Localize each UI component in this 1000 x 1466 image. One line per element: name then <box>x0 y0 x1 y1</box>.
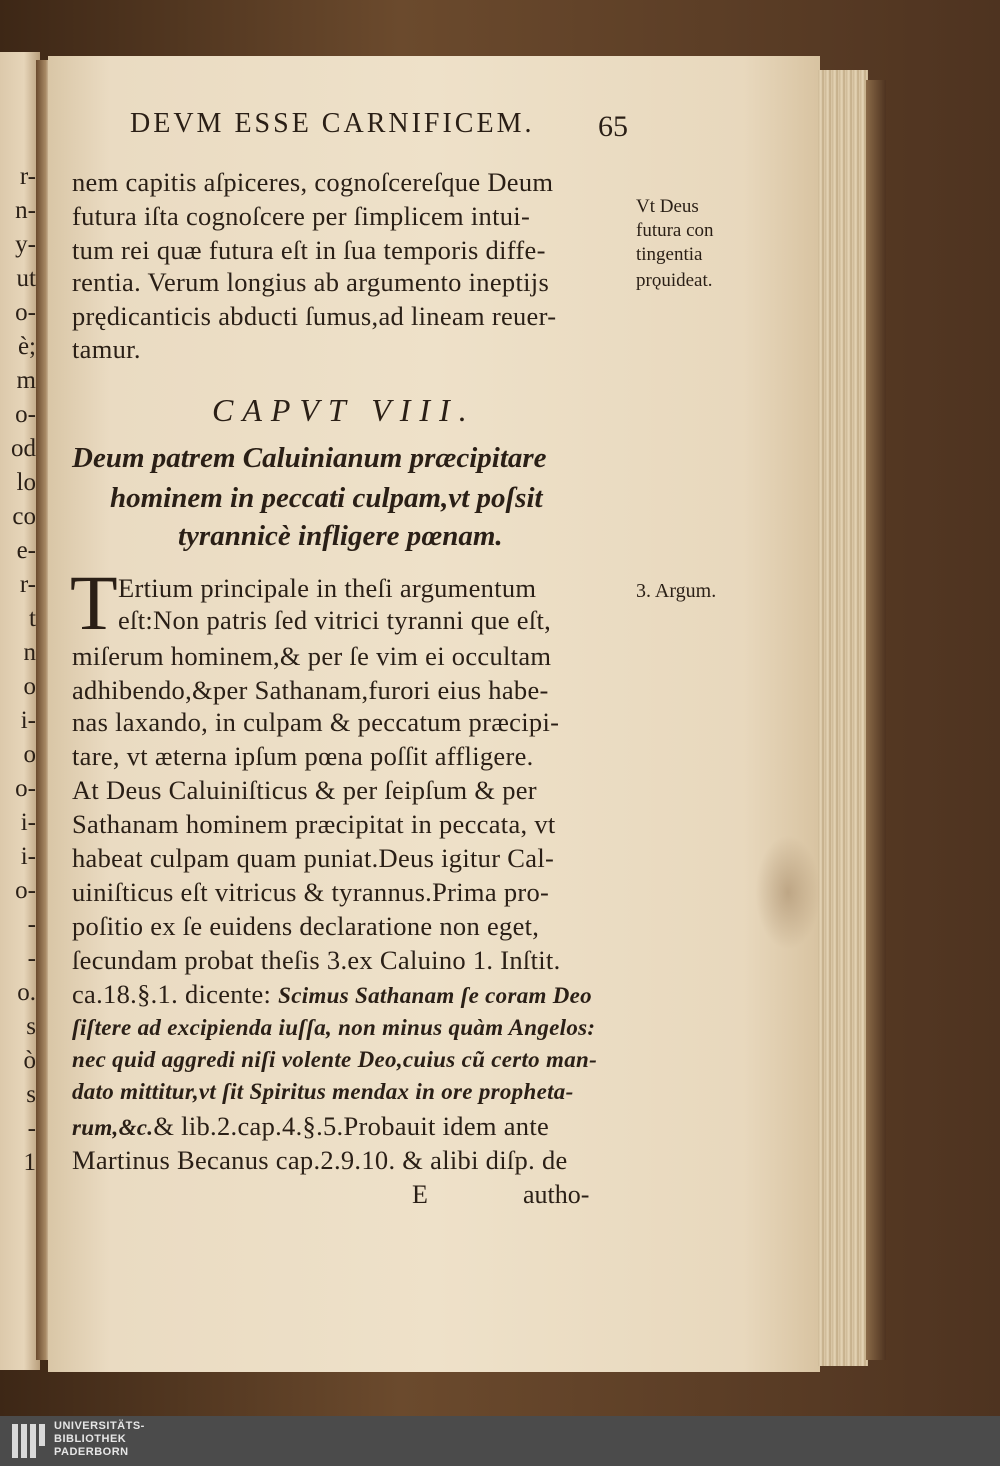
paper-stain <box>755 835 821 950</box>
quotation-line: ſiſtere ad excipienda iuſſa, non minus quàm Angelos: <box>72 1015 596 1040</box>
previous-page-fragment: t <box>29 605 36 632</box>
library-name-line: BIBLIOTHEK <box>54 1433 127 1445</box>
previous-page-fragment: o <box>23 741 36 768</box>
text-line: futura iſta cognoſcere per ſimplicem intui- <box>72 201 531 231</box>
text-line <box>72 1110 549 1144</box>
previous-page-fragment: m <box>16 367 36 394</box>
citation-text: & lib.2.cap.4.§.5.Probauit idem ante <box>153 1111 550 1141</box>
text-line: miſerum hominem,& per ſe vim ei occultam <box>72 641 552 671</box>
previous-page-fragment: y- <box>15 231 36 258</box>
library-footer <box>0 1416 1000 1466</box>
chapter-subtitle: Deum patrem Caluinianum præcipitare <box>72 442 547 474</box>
text-line: tamur. <box>72 334 141 364</box>
text-line: nem capitis aſpiceres, cognoſcereſque Deum <box>72 167 554 197</box>
previous-page-edge <box>0 52 40 1370</box>
text-line <box>72 978 592 1012</box>
text-line: tum rei quæ futura eſt in ſua temporis diffe- <box>72 235 546 265</box>
chapter-subtitle: tyrannicè infligere pœnam. <box>178 520 503 552</box>
previous-page-fragment: ut <box>16 265 36 292</box>
text-line: ſecundam probat theſis 3.ex Caluino 1. Inſtit. <box>72 945 561 975</box>
text-line: Sathanam hominem præcipitat in peccata, vt <box>72 809 556 839</box>
running-head: DEVM ESSE CARNIFICEM. <box>130 108 535 139</box>
previous-page-fragment: i- <box>20 843 36 870</box>
margin-note: futura con <box>636 220 714 241</box>
previous-page-fragment: è; <box>17 333 36 360</box>
previous-page-fragment: ò <box>23 1047 36 1074</box>
library-name <box>54 1420 145 1459</box>
chapter-heading: CAPVT VIII. <box>212 392 476 428</box>
previous-page-fragment: o- <box>15 877 36 904</box>
previous-page-fragment: o- <box>15 401 36 428</box>
text-line: prędicanticis abducti ſumus,ad lineam reuer- <box>72 301 557 331</box>
text-line: Ertium principale in theſi argumentum <box>118 573 537 603</box>
drop-cap: T <box>70 559 118 646</box>
quotation-text: rum,&c. <box>72 1115 154 1140</box>
quotation-text: Scimus Sathanam ſe coram Deo <box>278 983 592 1008</box>
margin-note: tingentia <box>636 244 703 265</box>
previous-page-fragment: i- <box>20 707 36 734</box>
previous-page-fragment: o- <box>15 775 36 802</box>
previous-page-fragment: r- <box>19 163 36 190</box>
text-line: Martinus Becanus cap.2.9.10. & alibi diſp. de <box>72 1145 568 1175</box>
page-number: 65 <box>598 110 628 143</box>
quotation-line: dato mittitur,vt ſit Spiritus mendax in ore propheta- <box>72 1079 574 1104</box>
text-line: adhibendo,&per Sathanam,furori eius habe- <box>72 675 549 705</box>
text-line: nas laxando, in culpam & peccatum præcipi- <box>72 707 560 737</box>
text-line: habeat culpam quam puniat.Deus igitur Cal- <box>72 843 555 873</box>
previous-page-fragment: n <box>23 639 36 666</box>
library-logo-icon <box>12 1424 46 1458</box>
catchword: autho- <box>523 1180 590 1209</box>
previous-page-fragment: e- <box>16 537 36 564</box>
text-line: tare, vt æterna ipſum pœna poſſit affligere. <box>72 741 534 771</box>
previous-page-fragment: co <box>12 503 36 530</box>
margin-note: 3. Argum. <box>636 580 717 602</box>
page-edges <box>818 70 868 1366</box>
margin-note: Vt Deus <box>636 196 699 217</box>
text-line: poſitio ex ſe euidens declaratione non eget, <box>72 911 540 941</box>
previous-page-fragment: - <box>27 1115 36 1142</box>
previous-page-fragment: - <box>27 945 36 972</box>
previous-page-fragment: 1 <box>23 1149 36 1176</box>
previous-page-fragment: o- <box>15 299 36 326</box>
text-line: At Deus Caluiniſticus & per ſeipſum & per <box>72 775 537 805</box>
text-line: uiniſticus eſt vitricus & tyrannus.Prima pro- <box>72 877 550 907</box>
margin-note: prǫuideat. <box>636 270 713 291</box>
previous-page-fragment: i- <box>20 809 36 836</box>
signature-mark: E <box>412 1180 428 1209</box>
quotation-line: nec quid aggredi niſi volente Deo,cuius cũ certo man- <box>72 1047 598 1072</box>
previous-page-fragment: n- <box>15 197 36 224</box>
text-line: rentia. Verum longius ab argumento ineptijs <box>72 267 550 297</box>
text-line: eſt:Non patris ſed vitrici tyranni que eſt, <box>118 605 552 635</box>
library-name-line: UNIVERSITÄTS- <box>54 1420 145 1432</box>
previous-page-fragment: od <box>11 435 36 462</box>
chapter-subtitle: hominem in peccati culpam,vt poſsit <box>110 482 543 514</box>
previous-page-fragment: - <box>27 911 36 938</box>
previous-page-fragment: s <box>26 1081 36 1108</box>
previous-page-fragment: s <box>26 1013 36 1040</box>
previous-page-fragment: lo <box>16 469 36 496</box>
previous-page-fragment: o. <box>17 979 36 1006</box>
previous-page-fragment: r- <box>19 571 36 598</box>
previous-page-fragment: o <box>23 673 36 700</box>
cover-shadow <box>866 80 886 1360</box>
library-name-line: PADERBORN <box>54 1446 129 1458</box>
citation-text: ca.18.§.1. dicente: <box>72 979 279 1009</box>
